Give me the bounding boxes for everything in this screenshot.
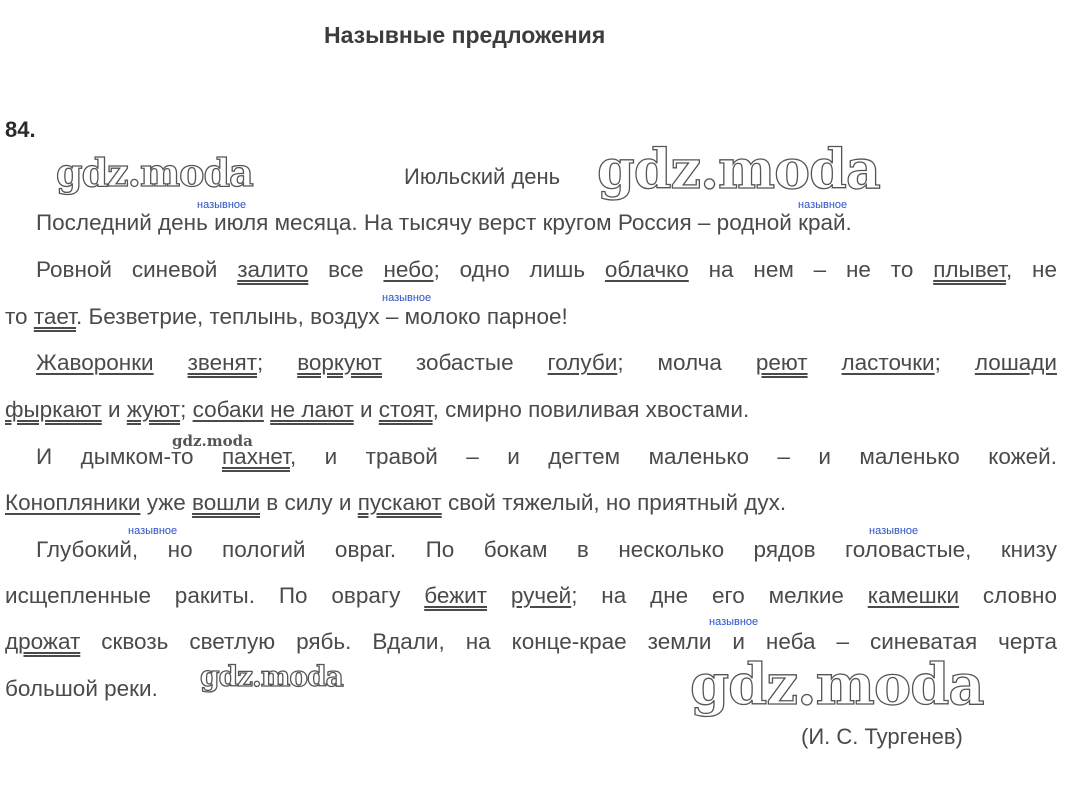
annotation-note: назывное: [128, 525, 178, 537]
text-span: , не: [1005, 257, 1058, 282]
page-heading: Назывные предложения: [324, 22, 606, 48]
watermark-logo: gdz.moda: [597, 137, 880, 201]
predicate-word: фыркают: [5, 397, 102, 422]
annotation-note: назывное: [197, 199, 247, 211]
text-span: Ровной синевой: [36, 257, 238, 282]
text-span: , смирно повиливая хвостами.: [432, 397, 750, 422]
subject-word: небо: [383, 257, 434, 282]
text-span: Последний день июля месяца. На тысячу верст кругом Россия – родной край.: [36, 210, 852, 235]
subject-word: собаки: [192, 397, 264, 422]
paragraph-line: [5, 583, 1057, 609]
annotation-note: назывное: [869, 525, 919, 537]
text-span: [154, 350, 188, 375]
paragraph-line: [5, 444, 1057, 470]
text-span: то: [5, 304, 34, 329]
text-span: в силу и: [260, 490, 358, 515]
text-span: и: [353, 397, 379, 422]
text-span: ; на дне его мелкие: [571, 583, 868, 608]
text-span: [487, 583, 511, 608]
predicate-word: стоят: [378, 397, 433, 422]
paragraph-line: [5, 397, 1057, 423]
predicate-word: тает: [33, 304, 76, 329]
subject-word: камешки: [867, 583, 960, 608]
subject-word: лошади: [974, 350, 1057, 375]
predicate-word: жуют: [126, 397, 181, 422]
watermark-logo: gdz.moda: [172, 432, 253, 450]
watermark-logo: gdz.moda: [690, 652, 984, 718]
paragraph-line: [5, 537, 1057, 563]
text-span: ; молча: [617, 350, 756, 375]
predicate-word: дрожат: [5, 629, 81, 654]
watermark-logo: gdz.moda: [56, 150, 253, 195]
text-span: ; одно лишь: [433, 257, 605, 282]
paragraph-line: [5, 304, 1057, 330]
exercise-number: 84.: [5, 117, 36, 142]
predicate-word: бежит: [424, 583, 488, 608]
predicate-word: не лают: [270, 397, 354, 422]
text-title: Июльский день: [404, 164, 561, 189]
text-span: свой тяжелый, но приятный дух.: [441, 490, 787, 515]
watermark-logo: gdz.moda: [200, 660, 343, 693]
paragraph-line: [5, 210, 1057, 236]
text-span: словно: [959, 583, 1057, 608]
paragraph-line: [5, 676, 1057, 702]
subject-word: голуби: [547, 350, 618, 375]
text-span: ;: [257, 350, 298, 375]
paragraph-line: [5, 629, 1057, 655]
subject-word: облачко: [604, 257, 689, 282]
predicate-word: воркуют: [297, 350, 382, 375]
predicate-word: реют: [755, 350, 808, 375]
text-span: уже: [140, 490, 193, 515]
annotation-note: назывное: [798, 199, 848, 211]
predicate-word: пахнет: [222, 444, 290, 469]
text-span: И дымком-то: [36, 444, 222, 469]
paragraph-line: [5, 257, 1057, 283]
text-span: Глубокий, но пологий овраг. По бокам в несколько рядов головастые, книзу: [36, 537, 1057, 562]
subject-word: ласточки: [841, 350, 935, 375]
text-span: сквозь светлую рябь. Вдали, на конце-крае земли и неба – синеватая черта: [80, 629, 1057, 654]
predicate-word: вошли: [192, 490, 261, 515]
subject-word: Жаворонки: [36, 350, 154, 375]
annotation-note: назывное: [709, 616, 759, 628]
subject-word: ручей: [510, 583, 572, 608]
text-span: [808, 350, 842, 375]
paragraph-line: [5, 350, 1057, 376]
subject-word: Конопляники: [5, 490, 141, 515]
text-span: на нем – не то: [688, 257, 934, 282]
text-span: большой реки.: [5, 676, 158, 701]
paragraph-line: [5, 490, 1057, 516]
annotation-note: назывное: [382, 292, 432, 304]
text-span: , и травой – и дегтем маленько – и маленько кожей.: [289, 444, 1057, 469]
text-span: все: [308, 257, 384, 282]
author-attribution: (И. С. Тургенев): [801, 724, 963, 749]
text-span: ;: [934, 350, 975, 375]
predicate-word: пускают: [357, 490, 442, 515]
predicate-word: звенят: [187, 350, 258, 375]
text-span: исщепленные ракиты. По оврагу: [5, 583, 425, 608]
text-span: . Безветрие, теплынь, воздух – молоко парное!: [75, 304, 568, 329]
text-span: зобастые: [381, 350, 548, 375]
text-span: ;: [180, 397, 193, 422]
predicate-word: плывет: [933, 257, 1006, 282]
text-span: и: [101, 397, 127, 422]
predicate-word: залито: [237, 257, 309, 282]
